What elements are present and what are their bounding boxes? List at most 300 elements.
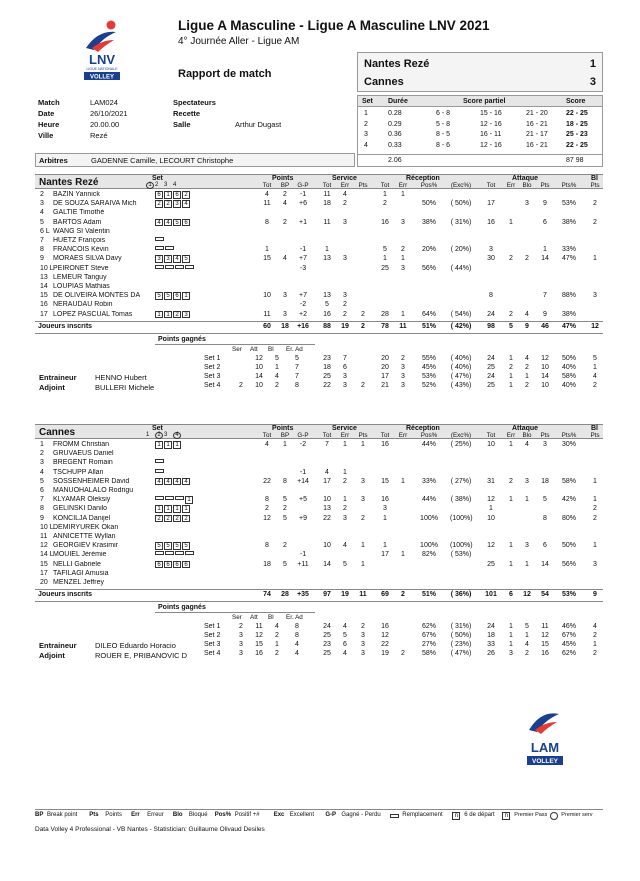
replacement-mark bbox=[155, 469, 164, 473]
set-score: 18 - 25 bbox=[566, 120, 588, 128]
replacement-mark bbox=[165, 265, 174, 269]
player-stat: 1 bbox=[383, 514, 387, 522]
player-stat: +1 bbox=[299, 218, 307, 226]
legend-replacement-symbol bbox=[390, 814, 399, 818]
starting-position-box: 6 bbox=[155, 191, 163, 199]
player-name: BAZIN Yannick bbox=[53, 191, 100, 198]
arbitres-label: Arbitres bbox=[39, 156, 68, 165]
set-breakdown-stat: 8 bbox=[295, 623, 299, 631]
set-breakdown-stat: ( 47%) bbox=[450, 372, 472, 380]
player-stat: 18 bbox=[263, 560, 271, 568]
set-breakdown-stat: 1 bbox=[525, 632, 529, 640]
player-stat: 5 bbox=[383, 246, 387, 254]
set-breakdown-stat: 18 bbox=[487, 632, 495, 640]
player-number: 13 bbox=[40, 273, 48, 281]
set-breakdown-stat: 2 bbox=[525, 363, 529, 371]
player-set-positions bbox=[155, 505, 190, 513]
player-stat: 2 bbox=[343, 477, 347, 485]
starting-position-box: 1 bbox=[164, 505, 172, 513]
ville-label: Ville bbox=[38, 131, 54, 140]
player-stat: 1 bbox=[401, 255, 405, 263]
total-stat: 69 bbox=[381, 591, 389, 599]
player-stat: 4 bbox=[343, 191, 347, 198]
stat-subheader: BP bbox=[280, 432, 290, 439]
set-breakdown-stat: 4 bbox=[525, 641, 529, 649]
points-gagnes-header: Points gagnés bbox=[158, 604, 206, 612]
stat-subheader: Pts% bbox=[561, 182, 577, 189]
stat-subheader: Tot bbox=[486, 432, 496, 439]
report-subtitle: 4° Journée Aller - Ligue AM bbox=[178, 36, 300, 47]
entraineur-name: DILEO Eduardo Horacio bbox=[95, 641, 176, 651]
player-stat: 17 bbox=[487, 200, 495, 208]
player-name: LOUPIAS Mathias bbox=[53, 283, 110, 290]
player-stat: 2 bbox=[283, 505, 287, 513]
player-stat: 10 bbox=[323, 496, 331, 504]
set-breakdown-stat: 11 bbox=[541, 623, 549, 631]
player-name: LOPEZ PASCUAL Tomas bbox=[53, 310, 133, 318]
set-number: 3 bbox=[364, 131, 368, 138]
points-gagnes-subheader: Att bbox=[250, 345, 258, 353]
replacement-mark bbox=[185, 551, 194, 555]
set-breakdown-stat: 5 bbox=[275, 354, 279, 362]
player-stat: 4 bbox=[283, 255, 287, 263]
starting-position-box: 1 bbox=[164, 441, 172, 449]
date-value: 26/10/2021 bbox=[90, 109, 128, 118]
player-stat: 15 bbox=[263, 255, 271, 263]
points-gagnes-subheader: Bl bbox=[268, 614, 274, 622]
player-stat: 1 bbox=[401, 477, 405, 485]
starting-position-box: 2 bbox=[155, 200, 163, 208]
lam-logo-volley: VOLLEY bbox=[531, 758, 559, 765]
set-breakdown-label: Set 1 bbox=[204, 623, 221, 631]
starting-position-box: 4 bbox=[173, 478, 181, 486]
legend-key: G-P bbox=[325, 812, 337, 818]
points-col-header: Points bbox=[272, 425, 294, 432]
player-row bbox=[35, 570, 603, 579]
set-number-header: 4 bbox=[173, 432, 181, 439]
player-stat: 31 bbox=[487, 477, 495, 485]
player-stat: 56% bbox=[561, 560, 576, 568]
player-row bbox=[35, 301, 603, 310]
player-stat: 5 bbox=[343, 560, 347, 568]
player-stat: 7 bbox=[543, 292, 547, 300]
teams-score-box bbox=[357, 52, 603, 92]
player-stat: 13 bbox=[323, 505, 331, 513]
legend-key: BP bbox=[35, 812, 44, 818]
starting-position-box: 6 bbox=[182, 561, 190, 569]
total-stat: +16 bbox=[297, 322, 309, 330]
player-stat: 4 bbox=[343, 542, 347, 550]
set-breakdown-stat: 5 bbox=[593, 354, 597, 362]
total-stat: 88 bbox=[323, 322, 331, 330]
set-breakdown-stat: 3 bbox=[343, 381, 347, 389]
total-stat: 47% bbox=[561, 322, 576, 330]
player-stat: 1 bbox=[401, 551, 405, 559]
set-breakdown-stat: 53% bbox=[421, 372, 436, 380]
starting-position-box: 2 bbox=[155, 515, 163, 523]
points-gagnes-header: Points gagnés bbox=[158, 335, 206, 343]
player-stat: 1 bbox=[525, 560, 529, 568]
set-partiel-3: 16 - 21 bbox=[526, 120, 548, 128]
player-stat: 5 bbox=[283, 560, 287, 568]
player-row bbox=[35, 496, 603, 505]
set-breakdown-stat: 2 bbox=[593, 632, 597, 640]
legend-first-pass-label: Premier Pass bbox=[514, 812, 548, 818]
total-stat: 101 bbox=[485, 591, 497, 599]
player-row bbox=[35, 255, 603, 264]
player-stat: 18 bbox=[541, 477, 549, 485]
player-stat: 11 bbox=[263, 310, 271, 318]
player-number: 16 bbox=[40, 301, 48, 309]
set-breakdown-stat: 3 bbox=[239, 650, 243, 658]
set-partiel-3: 21 - 17 bbox=[526, 131, 548, 138]
total-stat: 53% bbox=[561, 591, 576, 599]
player-set-positions bbox=[155, 237, 164, 245]
set-breakdown-stat: 4 bbox=[343, 650, 347, 658]
bl-col-header: Bl bbox=[591, 425, 598, 432]
player-number: 9 bbox=[40, 514, 44, 522]
player-stat: +7 bbox=[299, 255, 307, 263]
total-stat: 11 bbox=[399, 322, 407, 330]
set-breakdown-stat: ( 43%) bbox=[450, 381, 472, 389]
replacement-mark bbox=[175, 551, 184, 555]
legend-replacement-label: Remplacement bbox=[402, 812, 443, 818]
legend-key: Pts bbox=[89, 812, 99, 818]
set-breakdown-stat: 10 bbox=[255, 363, 263, 371]
player-stat: 1 bbox=[361, 560, 365, 568]
player-stat: 3 bbox=[283, 310, 287, 318]
starting-position-box: 2 bbox=[182, 191, 190, 199]
heure-value: 20.00.00 bbox=[90, 120, 120, 129]
player-stat: 2 bbox=[593, 218, 597, 226]
player-row bbox=[35, 487, 603, 496]
set-breakdown-stat: 20 bbox=[381, 354, 389, 362]
player-stat: 64% bbox=[421, 310, 436, 318]
player-stat: 30% bbox=[561, 441, 576, 448]
away-sets-won: 3 bbox=[589, 76, 596, 88]
set-breakdown-label: Set 1 bbox=[204, 354, 221, 362]
player-stat: 100% bbox=[420, 514, 438, 522]
player-stat: (100%) bbox=[450, 542, 473, 550]
player-name: MANUOHALALO Rodrigu bbox=[53, 487, 134, 494]
player-name: HUETZ François bbox=[53, 237, 106, 244]
player-stat: 50% bbox=[561, 542, 576, 550]
legend-top-line bbox=[35, 809, 603, 810]
set-breakdown-stat: 1 bbox=[509, 354, 513, 362]
player-stat: 1 bbox=[509, 441, 513, 448]
player-stat: 4 bbox=[325, 468, 329, 476]
total-stat: 51% bbox=[421, 591, 436, 599]
player-stat: 2 bbox=[593, 505, 597, 513]
player-stat: ( 27%) bbox=[450, 477, 472, 485]
starting-position-box: 5 bbox=[173, 542, 181, 550]
player-stat: 5 bbox=[283, 496, 287, 504]
player-stat: 2 bbox=[343, 310, 347, 318]
player-stat: -1 bbox=[299, 191, 307, 198]
set-partiel-2: 12 - 16 bbox=[480, 120, 502, 128]
set-breakdown-stat: 14 bbox=[541, 372, 549, 380]
player-number: 5 bbox=[40, 218, 44, 226]
starting-position-box: 5 bbox=[182, 255, 190, 263]
player-stat: 8 bbox=[265, 218, 269, 226]
player-stat: -1 bbox=[299, 551, 307, 559]
lnv-logo-volley: VOLLEY bbox=[89, 74, 115, 81]
set-breakdown-stat: 7 bbox=[295, 363, 299, 371]
player-stat: 14 bbox=[541, 560, 549, 568]
player-number: 4 bbox=[40, 468, 44, 476]
stat-subheader: Blo bbox=[522, 432, 532, 439]
player-stat: 1 bbox=[383, 191, 387, 198]
set-col-header: Set bbox=[152, 425, 163, 432]
starting-position-box: 4 bbox=[173, 255, 181, 263]
total-stat: 12 bbox=[591, 322, 599, 330]
set-breakdown-stat: 4 bbox=[295, 650, 299, 658]
player-stat: 8 bbox=[283, 477, 287, 485]
player-row bbox=[35, 200, 603, 209]
match-value: LAM024 bbox=[90, 98, 118, 107]
heure-label: Heure bbox=[38, 120, 60, 129]
stat-subheader: Pts bbox=[590, 182, 600, 189]
player-stat: 1 bbox=[509, 542, 513, 550]
starting-position-box: 1 bbox=[173, 505, 181, 513]
starting-position-box: 3 bbox=[173, 200, 181, 208]
player-row bbox=[35, 219, 603, 228]
attaque-col-header: Attaque bbox=[512, 425, 539, 432]
player-number: 1 bbox=[40, 441, 44, 448]
starting-position-box: 3 bbox=[164, 255, 172, 263]
set-breakdown-stat: 2 bbox=[593, 650, 597, 658]
total-stat: 6 bbox=[509, 591, 513, 599]
player-stat: 18 bbox=[323, 200, 331, 208]
set-breakdown-stat: 4 bbox=[593, 623, 597, 631]
total-stat: 9 bbox=[593, 591, 597, 599]
reception-col-header: Réception bbox=[406, 175, 440, 182]
set-breakdown-stat: 58% bbox=[561, 372, 576, 380]
player-stat: 10 bbox=[487, 441, 495, 448]
player-stat: 33% bbox=[561, 246, 576, 254]
set-breakdown-stat: 45% bbox=[561, 641, 576, 649]
salle-label: Salle bbox=[173, 120, 191, 129]
stat-subheader: Blo bbox=[522, 182, 532, 189]
set-breakdown-stat: 1 bbox=[509, 372, 513, 380]
player-stat: 2 bbox=[593, 514, 597, 522]
player-stat: 7 bbox=[325, 441, 329, 448]
player-stat: 3 bbox=[401, 264, 405, 272]
set-breakdown-stat: 1 bbox=[509, 632, 513, 640]
set-breakdown-stat: 12 bbox=[255, 354, 263, 362]
player-stat: 8 bbox=[489, 292, 493, 300]
player-stat: 20% bbox=[421, 246, 436, 254]
total-stat: 2 bbox=[361, 322, 365, 330]
player-stat: 1 bbox=[343, 496, 347, 504]
player-row bbox=[35, 551, 603, 560]
player-row bbox=[35, 533, 603, 542]
player-set-positions bbox=[155, 441, 181, 449]
player-set-positions bbox=[155, 478, 190, 486]
set-breakdown-stat: 1 bbox=[593, 641, 597, 649]
player-name: KONCILJA Danijel bbox=[53, 514, 111, 522]
player-stat: 10 bbox=[263, 292, 271, 300]
stat-subheader: Err bbox=[340, 182, 350, 189]
player-stat: 1 bbox=[383, 255, 387, 263]
stat-subheader: Pts bbox=[358, 182, 368, 189]
replacement-mark bbox=[165, 551, 174, 555]
set-breakdown-stat: 14 bbox=[255, 372, 263, 380]
player-stat: 47% bbox=[561, 255, 576, 263]
starting-position-box: 1 bbox=[182, 505, 190, 513]
player-stat: 16 bbox=[381, 218, 389, 226]
player-number: 7 bbox=[40, 237, 44, 244]
legend-value: Excellent bbox=[289, 812, 315, 818]
stat-subheader: Tot bbox=[322, 432, 332, 439]
set-breakdown-stat: 5 bbox=[343, 632, 347, 640]
player-row bbox=[35, 450, 603, 459]
player-set-positions bbox=[155, 542, 190, 550]
player-stat: 3 bbox=[343, 255, 347, 263]
player-stat: 2 bbox=[593, 200, 597, 208]
set-breakdown-stat: ( 23%) bbox=[450, 641, 472, 649]
starting-position-box: 5 bbox=[155, 292, 163, 300]
stat-subheader: Pts% bbox=[561, 432, 577, 439]
set-breakdown-stat: 62% bbox=[421, 623, 436, 631]
starting-position-box: 6 bbox=[173, 191, 181, 199]
set-breakdown-stat: 3 bbox=[239, 641, 243, 649]
starting-position-box: 5 bbox=[155, 542, 163, 550]
player-stat: 58% bbox=[561, 477, 576, 485]
player-stat: 16 bbox=[381, 496, 389, 504]
set-breakdown-stat: 1 bbox=[509, 641, 513, 649]
player-stat: 3 bbox=[401, 218, 405, 226]
total-stat: 60 bbox=[263, 322, 271, 330]
set-partiel-3: 16 - 21 bbox=[526, 141, 548, 149]
starting-position-box: 6 bbox=[155, 561, 163, 569]
set-breakdown-stat: 33 bbox=[487, 641, 495, 649]
stat-subheader: Err bbox=[506, 432, 516, 439]
total-stat: 54 bbox=[541, 591, 549, 599]
player-stat: +5 bbox=[299, 496, 307, 504]
player-stat: 1 bbox=[489, 505, 493, 513]
player-number: 12 bbox=[40, 542, 48, 550]
player-set-positions bbox=[155, 246, 174, 254]
totals-divider bbox=[35, 321, 603, 322]
starting-position-box: 2 bbox=[164, 515, 172, 523]
adjoint-name: BULLERI Michele bbox=[95, 382, 155, 392]
starting-position-box: 4 bbox=[164, 478, 172, 486]
set-breakdown-stat: 10 bbox=[541, 381, 549, 389]
report-heading: Rapport de match bbox=[178, 68, 272, 80]
player-stat: 1 bbox=[325, 246, 329, 254]
player-stat: ( 25%) bbox=[450, 441, 472, 448]
adjoint-label: Adjoint bbox=[39, 651, 65, 661]
player-stat: 13 bbox=[323, 292, 331, 300]
player-stat: 1 bbox=[343, 441, 347, 448]
player-name: DEMIRYUREK Okan bbox=[53, 523, 119, 531]
points-gagnes-subheader: Er. Ad bbox=[286, 614, 303, 622]
player-stat: -1 bbox=[299, 468, 307, 476]
player-stat: 3 bbox=[361, 477, 365, 485]
player-stat: 2 bbox=[265, 505, 269, 513]
set-breakdown-stat: 23 bbox=[323, 354, 331, 362]
stat-subheader: Pts bbox=[540, 432, 550, 439]
player-stat: 1 bbox=[509, 218, 513, 226]
player-stat: 2 bbox=[283, 191, 287, 198]
stat-subheader: Tot bbox=[262, 182, 272, 189]
set-breakdown-stat: 16 bbox=[541, 650, 549, 658]
player-stat: ( 20%) bbox=[450, 246, 472, 254]
player-stat: 1 bbox=[593, 477, 597, 485]
player-stat: 9 bbox=[543, 310, 547, 318]
set-breakdown-stat: 16 bbox=[255, 650, 263, 658]
player-stat: 3 bbox=[593, 292, 597, 300]
player-row bbox=[35, 265, 603, 274]
player-stat: 44% bbox=[421, 496, 436, 504]
set-breakdown-stat: 4 bbox=[275, 372, 279, 380]
player-stat: +11 bbox=[297, 560, 309, 568]
player-name: NELLI Gabriele bbox=[53, 560, 101, 568]
set-number-header: 2 bbox=[155, 182, 159, 188]
player-stat: 1 bbox=[593, 496, 597, 504]
total-stat: 5 bbox=[509, 322, 513, 330]
set-score: 25 - 23 bbox=[566, 131, 588, 138]
set-breakdown-stat: 3 bbox=[239, 632, 243, 640]
legend-value: Gagné - Perdu bbox=[341, 812, 381, 818]
player-name: WANG SI Valentin bbox=[53, 227, 110, 235]
player-stat: 4 bbox=[525, 441, 529, 448]
starting-position-box: 4 bbox=[155, 219, 163, 227]
starting-position-box: 1 bbox=[173, 441, 181, 449]
player-set-positions bbox=[155, 200, 190, 208]
player-number: 15 bbox=[40, 292, 48, 300]
player-row bbox=[35, 561, 603, 570]
set-number-header: 3 bbox=[164, 182, 168, 188]
set-breakdown-stat: 6 bbox=[343, 363, 347, 371]
player-name: DE SOUZA SARAIVA Mich bbox=[53, 200, 137, 208]
set-number: 2 bbox=[364, 120, 368, 128]
set-breakdown-stat: 2 bbox=[275, 650, 279, 658]
set-partiel-1: 8 - 6 bbox=[436, 141, 451, 149]
set-breakdown-stat: 27% bbox=[421, 641, 436, 649]
set-breakdown-stat: 3 bbox=[361, 632, 365, 640]
player-name: SOSSENHEIMER David bbox=[53, 477, 130, 485]
player-stat: 15 bbox=[381, 477, 389, 485]
lnv-logo-text: LNV bbox=[89, 52, 115, 67]
player-stat: 42% bbox=[561, 496, 576, 504]
player-stat: 1 bbox=[361, 542, 365, 550]
set-breakdown-stat: 2 bbox=[525, 650, 529, 658]
player-row bbox=[35, 237, 603, 246]
player-stat: -1 bbox=[299, 246, 307, 254]
player-number: 17 bbox=[40, 310, 48, 318]
total-stat: 2 bbox=[401, 591, 405, 599]
set-breakdown-stat: 3 bbox=[361, 641, 365, 649]
player-stat: 17 bbox=[323, 477, 331, 485]
stat-subheader: Err bbox=[340, 432, 350, 439]
legend-start-label: 6 de départ bbox=[464, 812, 495, 818]
player-stat: 14 bbox=[323, 560, 331, 568]
player-number: 2 bbox=[40, 191, 44, 198]
set-breakdown-stat: 52% bbox=[421, 381, 436, 389]
player-stat: 1 bbox=[401, 310, 405, 318]
set-breakdown-stat: 8 bbox=[295, 381, 299, 389]
player-stat: 10 bbox=[487, 514, 495, 522]
player-row bbox=[35, 274, 603, 283]
set-breakdown-label: Set 2 bbox=[204, 632, 221, 640]
player-stat: 2 bbox=[525, 255, 529, 263]
total-stat: 78 bbox=[381, 322, 389, 330]
player-stat: 2 bbox=[343, 505, 347, 513]
set-breakdown-stat: 19 bbox=[381, 650, 389, 658]
legend bbox=[35, 812, 603, 822]
